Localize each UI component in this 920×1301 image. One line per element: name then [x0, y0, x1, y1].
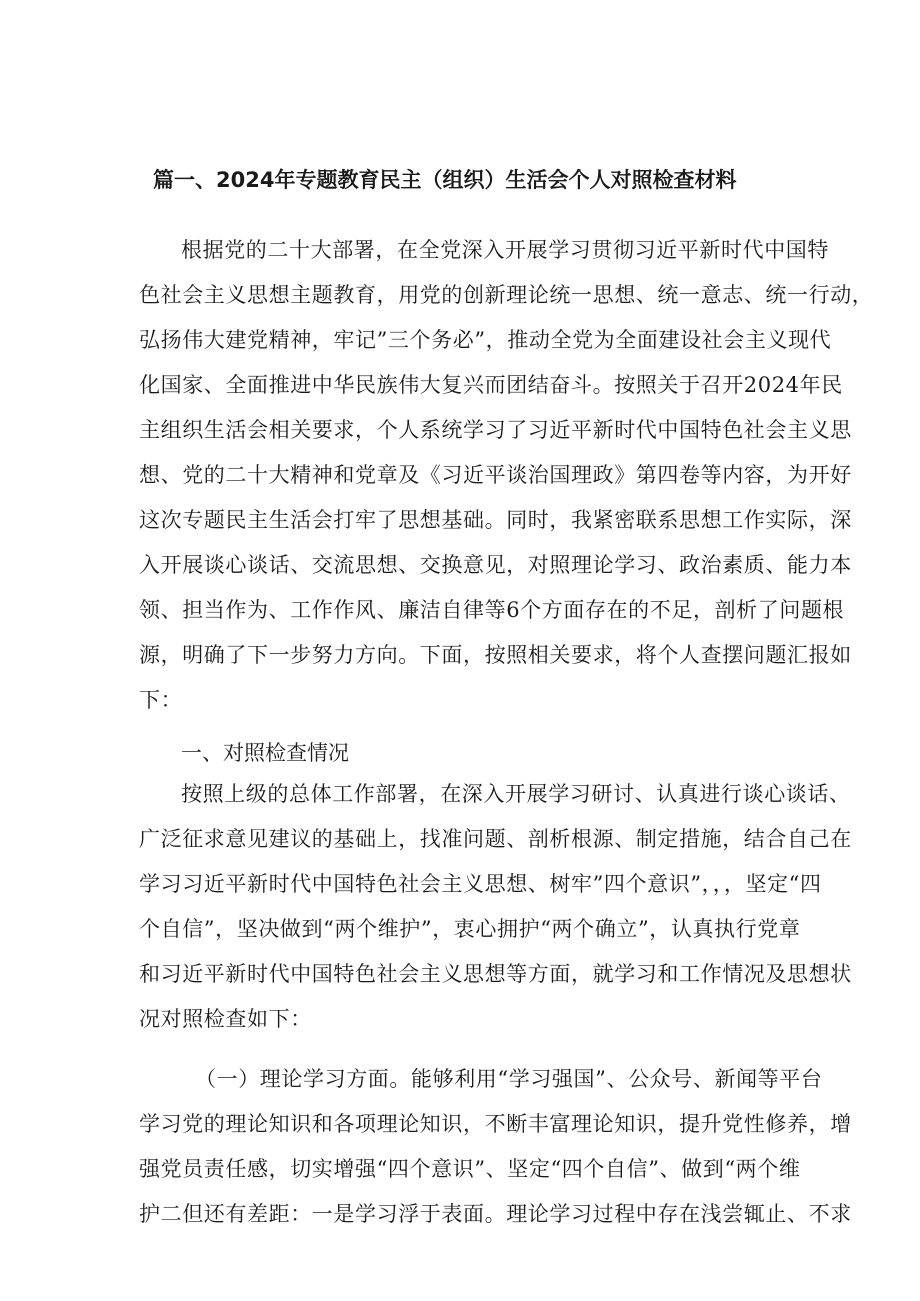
paragraph-line: 领、担当作为、工作作风、廉洁自律等6个方面存在的不足，剖析了问题根	[139, 598, 845, 622]
paragraph-line: 化国家、全面推进中华民族伟大复兴而团结奋斗。按照关于召开2024年民	[139, 373, 843, 397]
paragraph-line: 个自信”，坚决做到“两个维护”，衷心拥护“两个确立”，认真执行党章	[139, 917, 801, 941]
paragraph-line: 下：	[139, 688, 183, 712]
paragraph-line: 学习党的理论知识和各项理论知识，不断丰富理论知识，提升党性修养，增	[139, 1112, 852, 1136]
paragraph-line: 强党员责任感，切实增强“四个意识”、坚定“四个自信”、做到“两个维	[139, 1157, 801, 1181]
section-paragraph	[139, 772, 852, 1042]
paragraph-line: 色社会主义思想主题教育，用党的创新理论统一思想、统一意志、统一行动，	[139, 283, 874, 307]
document-title: 篇一、2024年专题教育民主（组织）生活会个人对照检查材料	[153, 168, 737, 192]
intro-paragraph	[139, 228, 874, 723]
paragraph-line: 护二但还有差距：一是学习浮于表面。理论学习过程中存在浅尝辄止、不求	[139, 1202, 852, 1226]
paragraph-line: 主组织生活会相关要求，个人系统学习了习近平新时代中国特色社会主义思	[139, 418, 852, 442]
paragraph-line: 根据党的二十大部署，在全党深入开展学习贯彻习近平新时代中国特	[181, 238, 829, 262]
paragraph-line: 按照上级的总体工作部署，在深入开展学习研讨、认真进行谈心谈话、	[181, 782, 851, 806]
section-heading: 一、对照检查情况	[181, 741, 349, 765]
paragraph-line: 入开展谈心谈话、交流思想、交换意见，对照理论学习、政治素质、能力本	[139, 553, 852, 577]
paragraph-line: 学习习近平新时代中国特色社会主义思想、树牢”四个意识”，，，坚定“四	[139, 872, 822, 896]
paragraph-line: 想、党的二十大精神和党章及《习近平谈治国理政》第四卷等内容，为开好	[139, 463, 852, 487]
paragraph-line: 弘扬伟大建党精神，牢记”三个务必”，推动全党为全面建设社会主义现代	[139, 328, 832, 352]
paragraph-line: 广泛征求意见建议的基础上，找准问题、剖析根源、制定措施，结合自己在	[139, 827, 852, 851]
subsection-paragraph	[139, 1057, 852, 1237]
paragraph-line: 源，明确了下一步努力方向。下面，按照相关要求，将个人查摆问题汇报如	[139, 643, 852, 667]
paragraph-line: 况对照检查如下：	[139, 1007, 312, 1031]
paragraph-line: 和习近平新时代中国特色社会主义思想等方面，就学习和工作情况及思想状	[139, 962, 852, 986]
paragraph-line: （一）理论学习方面。能够利用“学习强国”、公众号、新闻等平台	[195, 1067, 823, 1091]
paragraph-line: 这次专题民主生活会打牢了思想基础。同时，我紧密联系思想工作实际，深	[139, 508, 852, 532]
